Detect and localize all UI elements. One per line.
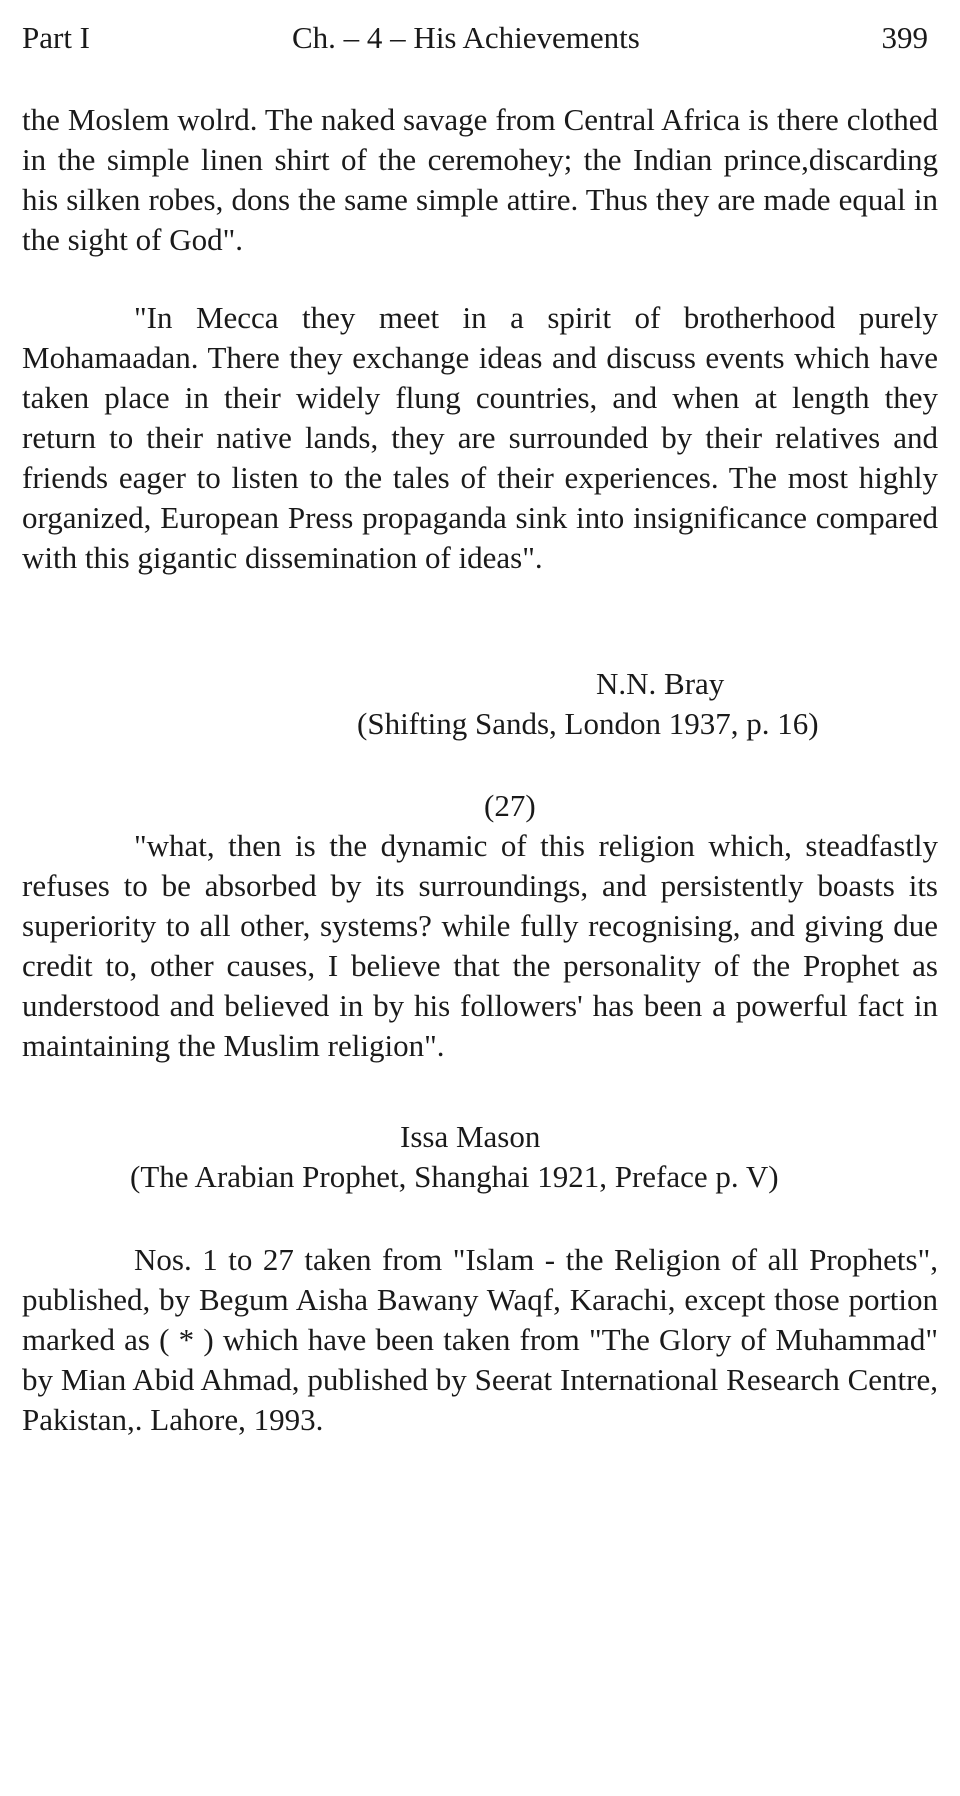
attribution-author: N.N. Bray (596, 666, 725, 701)
attribution-source: (The Arabian Prophet, Shanghai 1921, Preface p. V) (130, 1159, 779, 1194)
page-header (22, 18, 938, 58)
paragraph-sources-note: Nos. 1 to 27 taken from "Islam - the Religion of all Prophets", published, by Begum Aisha Bawany Waqf, Karachi, except those portion marked as ( * ) which have been taken from "The Glory of Muhammad" by Mian Abid Ahmad, published by Seerat International Research Centre, Pakistan,. Lahore, 1993. (22, 1242, 938, 1437)
paragraph-quote-continuation: the Moslem wolrd. The naked savage from Central Africa is there clothed in the simple linen shirt of the ceremohey; the Indian prince,discarding his silken robes, dons the same simple attire. Thus they are made equal in the sight of God". (22, 102, 938, 257)
page-number: 399 (881, 20, 928, 55)
quote-number: (27) (484, 788, 536, 823)
paragraph-dynamic-quote: "what, then is the dynamic of this religion which, steadfastly refuses to be absorbed by its surroundings, and persistently boasts its superiority to all other, systems? while fully recognising, and giving due credit to, other causes, I believe that the personality of the Prophet as understood and believed in by his followers' has been a powerful fact in maintaining the Muslim religion". (22, 828, 938, 1063)
paragraph-mecca-quote: "In Mecca they meet in a spirit of brotherhood purely Mohamaadan. There they exchange ideas and discuss events which have taken place in their widely flung countries, and when at length they return to their native lands, they are surrounded by their relatives and friends eager to listen to the tales of their experiences. The most highly organized, European Press propaganda sink into insignificance compared with this gigantic dissemination of ideas". (22, 300, 938, 575)
header-chapter-title: Ch. – 4 – His Achievements (292, 20, 640, 55)
header-part: Part I (22, 20, 91, 55)
attribution-author: Issa Mason (400, 1119, 541, 1154)
attribution-source: (Shifting Sands, London 1937, p. 16) (357, 706, 819, 741)
